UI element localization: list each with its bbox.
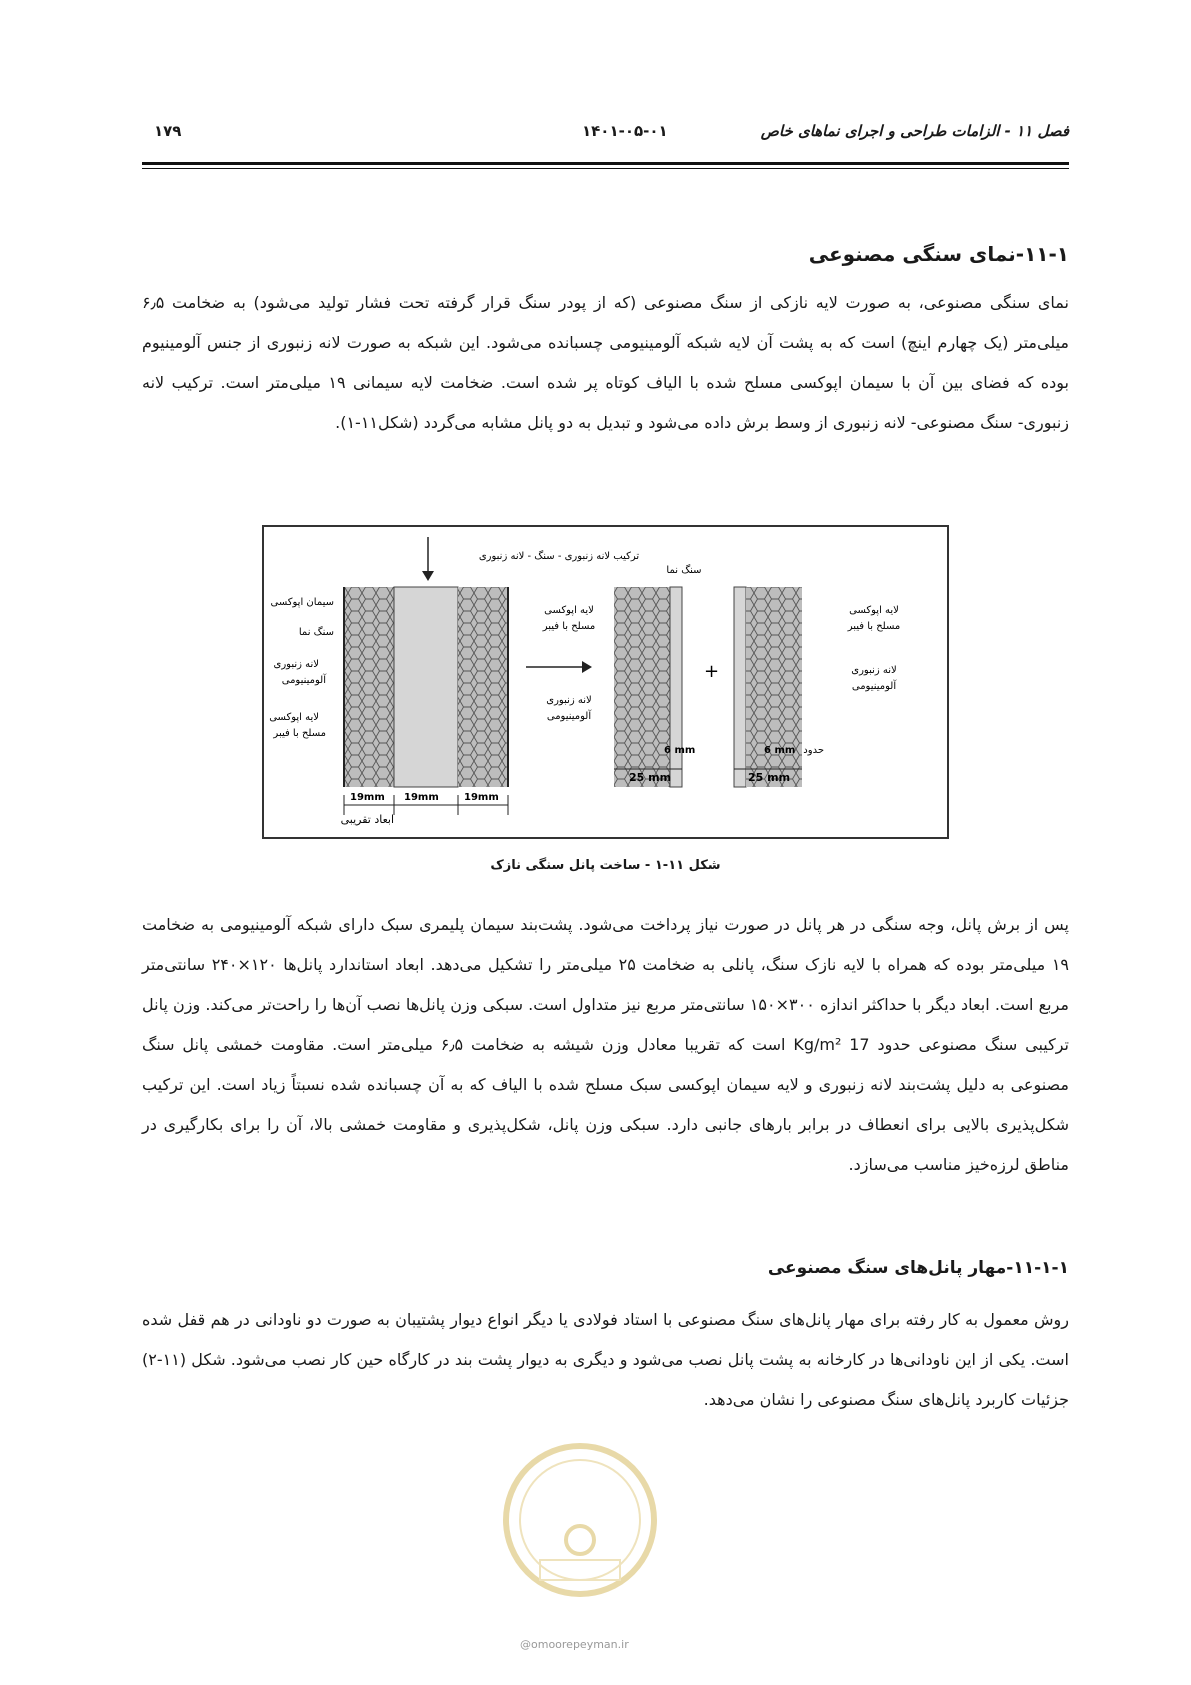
- honeycomb-pattern-right: [458, 587, 508, 787]
- subsection-title: ۱۱-۱-۱-مهار پانل‌های سنگ مصنوعی: [767, 1258, 1069, 1278]
- dim-6mm-b: 6 mm: [764, 745, 796, 756]
- header-date: ۱۴۰۱-۰۵-۰۱: [582, 122, 668, 140]
- label-epoxy-cement: سیمان اپوکسی: [270, 597, 334, 608]
- header-rule-thin: [142, 168, 1069, 169]
- label-stone: سنگ نما: [298, 627, 334, 638]
- label-honeycomb-2: لانه زنبوری: [546, 695, 592, 706]
- page-header: [142, 122, 1069, 162]
- dim-19mm-a: 19mm: [350, 792, 385, 803]
- label-stone-face: سنگ نما: [666, 565, 702, 576]
- stone-layer: [394, 587, 458, 787]
- chapter-title: فصل ۱۱ - الزامات طراحی و اجرای نماهای خاص: [760, 122, 1069, 140]
- dim-6mm-a: 6 mm: [664, 745, 696, 756]
- label-aluminum-2: آلومینیومی: [546, 711, 592, 722]
- section-heading-block: [142, 242, 1069, 266]
- dim-25mm-b: 25 mm: [748, 771, 791, 784]
- plus-sign: +: [704, 661, 720, 682]
- panel-b-stone: [734, 587, 746, 787]
- label-aluminum-3: آلومینیومی: [851, 681, 897, 692]
- label-epoxy-layer-3: لایه اپوکسی: [849, 605, 899, 616]
- panel-diagram: [264, 527, 947, 837]
- seal-icon: [500, 1440, 660, 1600]
- label-top-combo: ترکیب لانه زنبوری - سنگ - لانه زنبوری: [478, 551, 640, 562]
- section-body: [142, 283, 1069, 443]
- section-title: ۱۱-۱-نمای سنگی مصنوعی: [808, 242, 1069, 266]
- paragraph-2: پس از برش پانل، وجه سنگی در هر پانل در صورت نیاز پرداخت می‌شود. پشت‌بند سیمان پلیمری سبک دارای شبکه آلومینیومی به ضخامت ۱۹ میلی‌متر بوده که همراه با لایه نازک سنگ، پانلی به ضخامت ۲۵ میلی‌متر را تشکیل می‌دهد. ابعاد استاندارد پانل‌ها ۱۲۰×۲۴۰ سانتی‌متر مربع است. ابعاد دیگر با حداکثر اندازه ۳۰۰×۱۵۰ سانتی‌متر مربع نیز متداول است. سبکی وزن پانل‌ها نصب آن‌ها را راحت‌تر می‌کند. وزن پانل ترکیبی سنگ مصنوعی حدود 17 Kg/m² است که تقریبا معادل وزن شیشه به ضخامت ۶٫۵ میلی‌متر است. مقاومت خمشی پانل سنگ مصنوعی به دلیل پشت‌بند لانه زنبوری و لایه سیمان اپوکسی سبک مسلح شده با الیاف که به آن چسبانده شده نسبتاً زیاد است. این ترکیب شکل‌پذیری بالایی برای انعطاف در برابر بارهای جانبی دارد. سبکی وزن پانل، شکل‌پذیری و مقاومت خمشی بالا، آن را برای بکارگیری در مناطق لرزه‌خیز مناسب می‌سازد.: [142, 915, 1070, 1174]
- dim-19mm-b: 19mm: [404, 792, 439, 803]
- label-fiber-2: مسلح با فیبر: [542, 621, 596, 632]
- figure-caption: شکل ۱۱-۱ - ساخت پانل سنگی نازک: [490, 858, 721, 873]
- label-aluminum: آلومینیومی: [281, 675, 326, 686]
- header-rule-thick: [142, 162, 1069, 165]
- paragraph-3: روش معمول به کار رفته برای مهار پانل‌های سنگ مصنوعی با استاد فولادی یا دیگر انواع دیوار پشتیبان به صورت دو ناودانی در هم قفل شده است. یکی از این ناودانی‌ها در کارخانه به پشت پانل نصب می‌شود و دیگری به دیوار پشت بند در کارگاه حین کار نصب می‌شود. شکل (۱۱-۲) جزئیات کاربرد پانل‌های سنگ مصنوعی را نشان می‌دهد.: [142, 1310, 1069, 1409]
- label-honeycomb-3: لانه زنبوری: [851, 665, 897, 676]
- approx-dims-label: ابعاد تقریبی: [340, 813, 394, 826]
- figure-panel-construction: [262, 525, 949, 839]
- label-fiber: مسلح با فیبر: [273, 728, 326, 739]
- watermark-site: @omoorepeyman.ir: [520, 1638, 629, 1651]
- subsection-body: [142, 1300, 1069, 1420]
- paragraph-1: نمای سنگی مصنوعی، به صورت لایه نازکی از سنگ مصنوعی (که از پودر سنگ قرار گرفته تحت فشار تولید می‌شود) به ضخامت ۶٫۵ میلی‌متر (یک چهارم اینچ) است که به پشت آن لایه شبکه آلومینیومی چسبانده می‌شود. این شبکه به صورت لانه زنبوری از جنس آلومینیوم بوده که فضای بین آن با سیمان اپوکسی مسلح شده با الیاف کوتاه پر شده است. ضخامت لایه سیمانی ۱۹ میلی‌متر است. ترکیب لانه زنبوری- سنگ مصنوعی- لانه زنبوری از وسط برش داده می‌شود و تبدیل به دو پانل مشابه می‌گردد (شکل۱۱-۱).: [142, 293, 1070, 432]
- page-number: ۱۷۹: [154, 122, 182, 140]
- honeycomb-pattern-left: [344, 587, 394, 787]
- label-epoxy-layer: لایه اپوکسی: [269, 712, 319, 723]
- label-honeycomb: لانه زنبوری: [273, 659, 319, 670]
- label-epoxy-layer-2: لایه اپوکسی: [544, 605, 594, 616]
- panel-a-stone: [670, 587, 682, 787]
- watermark-seal: [500, 1440, 660, 1600]
- label-fiber-3: مسلح با فیبر: [847, 621, 901, 632]
- subsection-heading-block: [142, 1258, 1069, 1278]
- label-about: حدود: [803, 745, 824, 756]
- section-body-2: [142, 905, 1069, 1185]
- dim-19mm-c: 19mm: [464, 792, 499, 803]
- dim-25mm-a: 25 mm: [629, 771, 672, 784]
